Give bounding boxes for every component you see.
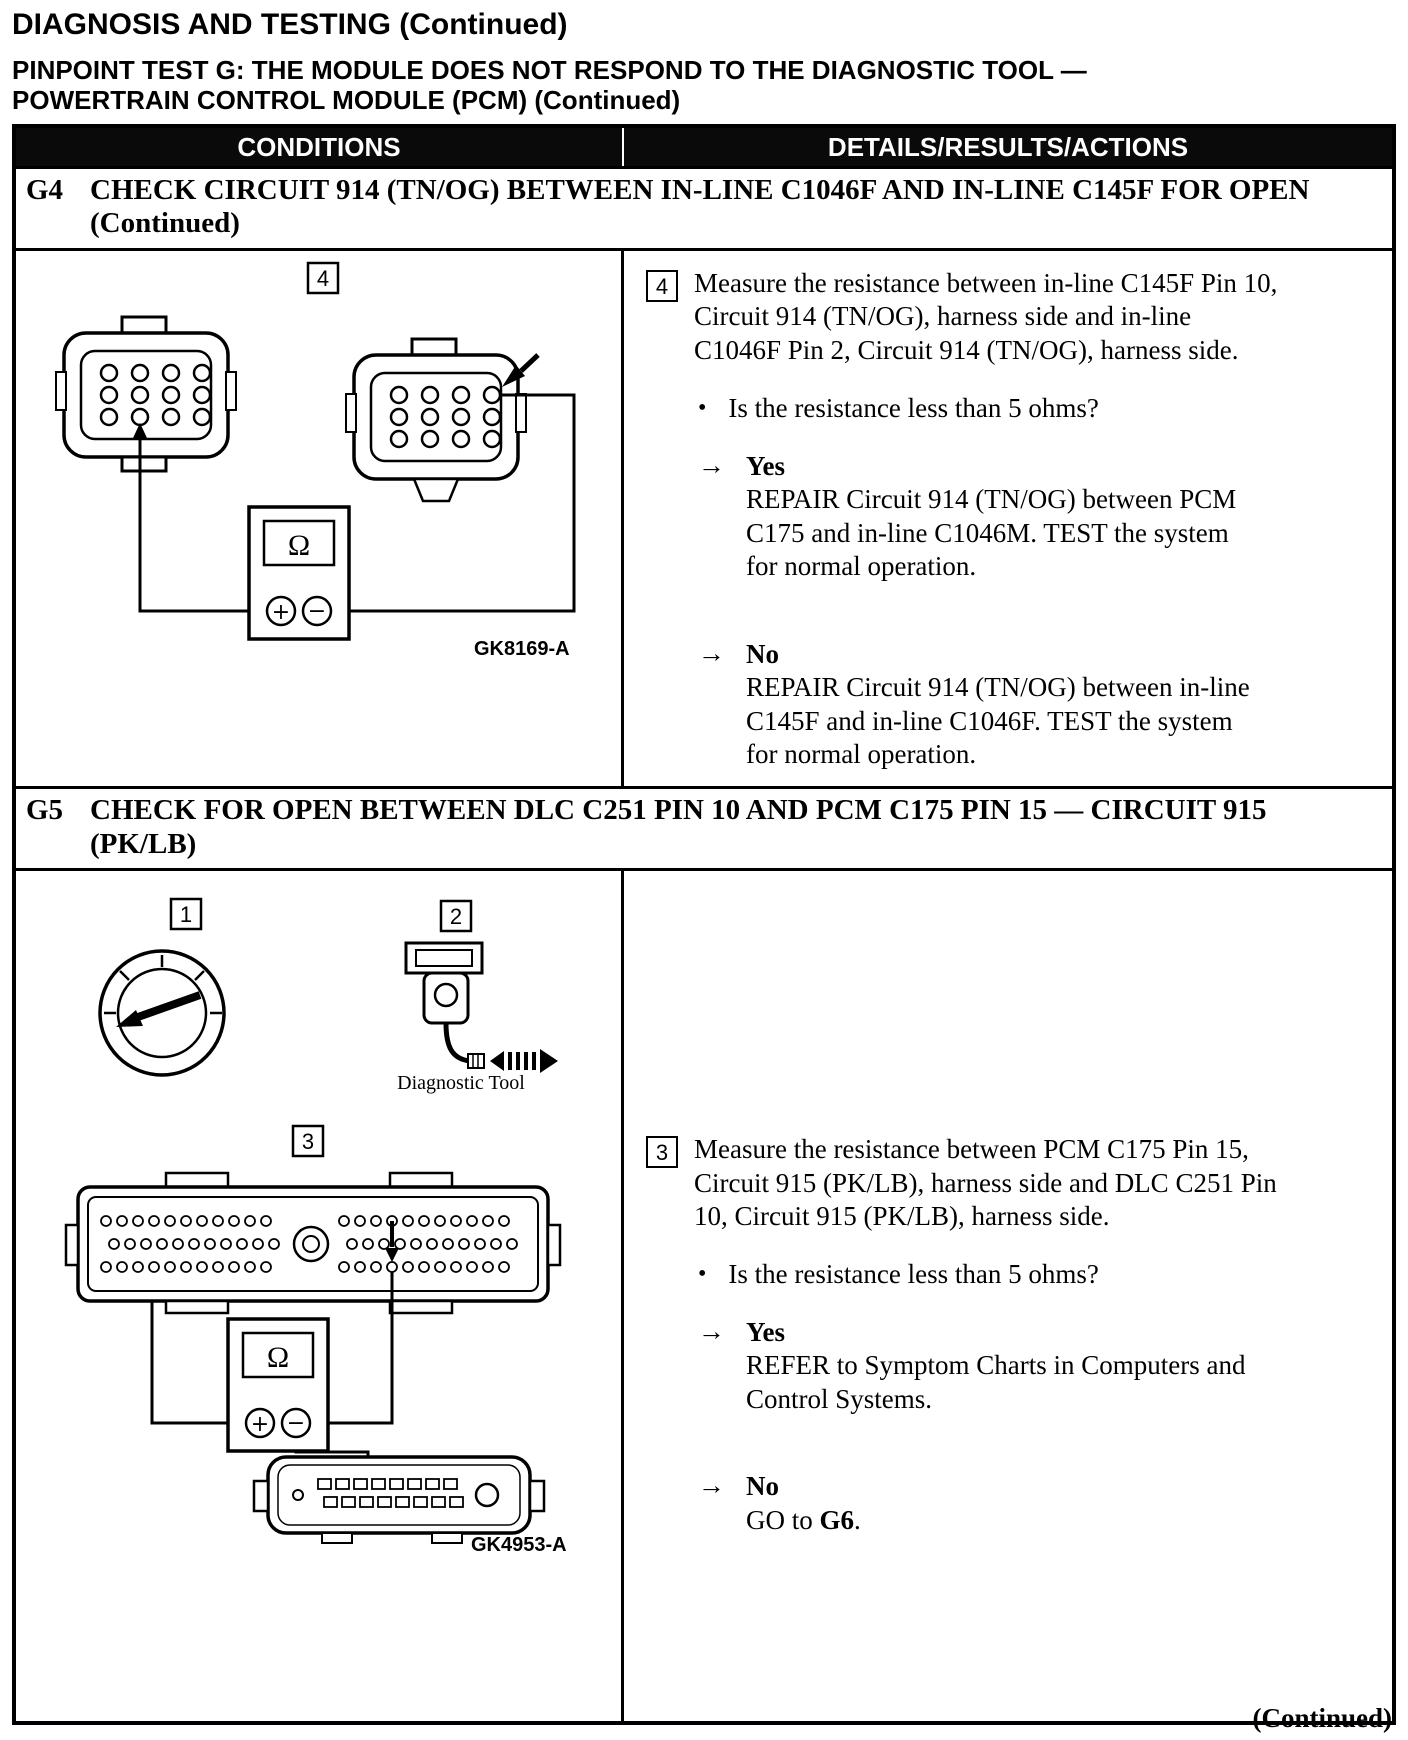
arrow-icon: →: [698, 1315, 725, 1346]
g4-no-label: No: [746, 638, 779, 669]
g4-title: [90, 174, 1382, 241]
g5-title: [90, 794, 1382, 861]
conditions-header: CONDITIONS: [16, 128, 624, 166]
g5-figure: [16, 871, 621, 1721]
g5-title-row: [16, 786, 1392, 868]
pinpoint-test-table: [12, 124, 1396, 1726]
table-header-row: [16, 128, 1392, 166]
g5-figure-cell: [16, 871, 624, 1721]
g5-step-text: Measure the resistance between PCM C175 Pin 15, Circuit 915 (PK/LB), harness side and DLC C251 Pin 10, Circuit 915 (PK/LB), harness side.: [694, 1134, 1277, 1231]
g5-step-line: [646, 1133, 1374, 1233]
g4-yes-text: REPAIR Circuit 914 (TN/OG) between PCM C175 and in-line C1046M. TEST the system for normal operation.: [746, 484, 1237, 582]
ignition-switch-icon: [100, 951, 224, 1075]
g4-title-line1: CHECK CIRCUIT 914 (TN/OG) BETWEEN IN-LINE C1046F AND IN-LINE C145F FOR OPEN: [90, 173, 1310, 206]
pinpoint-test-heading-line1: PINPOINT TEST G: THE MODULE DOES NOT RESPOND TO THE DIAGNOSTIC TOOL —: [12, 54, 1087, 85]
g5-details-cell: [624, 871, 1392, 1721]
inline-connector-left: [56, 317, 236, 471]
pcm-connector: [66, 1173, 560, 1313]
ohm-symbol: Ω: [266, 1341, 290, 1375]
g4-step-line: [646, 267, 1374, 367]
g5-question-line: [698, 1259, 1258, 1290]
g4-yes-label: Yes: [746, 450, 785, 481]
g5-figure-step2-badge: 2: [449, 904, 463, 930]
g4-details-cell: [624, 251, 1392, 786]
g4-question-line: [698, 393, 1258, 424]
g5-no-target: G6: [819, 1504, 855, 1535]
g4-title-row: [16, 166, 1392, 248]
probe-plus: +: [250, 1412, 270, 1438]
g5-yes-label: Yes: [746, 1316, 785, 1347]
g5-step-id: G5: [26, 794, 64, 827]
g5-step-badge: 3: [646, 1136, 678, 1168]
g5-no-text: GO to G6.: [746, 1504, 861, 1535]
g5-question-text: Is the resistance less than 5 ohms?: [728, 1258, 1099, 1289]
g5-figure-step1-badge: 1: [179, 902, 193, 928]
g5-figure-step3-badge: 3: [301, 1129, 315, 1155]
g4-content-row: [16, 248, 1392, 786]
arrow-icon: →: [698, 637, 725, 668]
probe-minus: −: [307, 599, 327, 625]
g4-step-id: G4: [26, 173, 64, 206]
g5-title-line2: (PK/LB): [90, 827, 197, 860]
g5-yes-block: [698, 1316, 1374, 1416]
g4-figure-cell: [16, 251, 624, 786]
g5-yes-text: REFER to Symptom Charts in Computers and Control Systems.: [746, 1350, 1246, 1414]
bullet-icon: •: [698, 1260, 707, 1287]
figure-code: GK4953-A: [471, 1534, 567, 1557]
g4-question-text: Is the resistance less than 5 ohms?: [728, 392, 1099, 423]
probe-minus: −: [286, 1411, 306, 1437]
g5-no-label: No: [746, 1471, 779, 1502]
ohmmeter: [249, 507, 349, 639]
page-footer: (Continued): [1252, 1703, 1392, 1733]
g4-step-badge: 4: [646, 270, 678, 302]
pinpoint-test-heading-line2: POWERTRAIN CONTROL MODULE (PCM) (Continued): [12, 85, 681, 116]
page-title: DIAGNOSIS AND TESTING (Continued): [12, 8, 568, 41]
bullet-icon: •: [698, 394, 707, 421]
g4-title-line2: (Continued): [90, 207, 240, 240]
g5-title-line1: CHECK FOR OPEN BETWEEN DLC C251 PIN 10 AND PCM C175 PIN 15 — CIRCUIT 915: [90, 794, 1267, 827]
g4-step-text: Measure the resistance between in-line C145F Pin 10, Circuit 914 (TN/OG), harness side and in-line C1046F Pin 2, Circuit 914 (TN/OG), harness side.: [694, 268, 1278, 365]
pinpoint-test-heading: [12, 55, 1396, 116]
dlc-connector: [254, 1457, 544, 1543]
arrow-icon: →: [698, 1470, 725, 1501]
g5-no-block: [698, 1470, 1374, 1537]
g4-no-block: [698, 638, 1374, 772]
probe-plus: +: [271, 600, 291, 626]
g4-figure: [16, 251, 621, 786]
figure-code: GK8169-A: [474, 638, 570, 661]
diagnostic-tool-label: Diagnostic Tool: [397, 1072, 525, 1095]
arrow-icon: →: [698, 449, 725, 480]
g4-yes-block: [698, 450, 1374, 584]
inline-connector-right: [346, 339, 526, 501]
ohm-symbol: Ω: [287, 529, 311, 563]
g4-no-text: REPAIR Circuit 914 (TN/OG) between in-line C145F and in-line C1046F. TEST the system for normal operation.: [746, 672, 1250, 769]
diagnostic-tool-icon: [406, 943, 558, 1073]
ohmmeter: [228, 1319, 328, 1451]
details-header: DETAILS/RESULTS/ACTIONS: [827, 131, 1189, 162]
g5-content-row: [16, 868, 1392, 1721]
g4-figure-step-badge: 4: [316, 266, 330, 292]
push-motion-arrow: [490, 1049, 558, 1073]
